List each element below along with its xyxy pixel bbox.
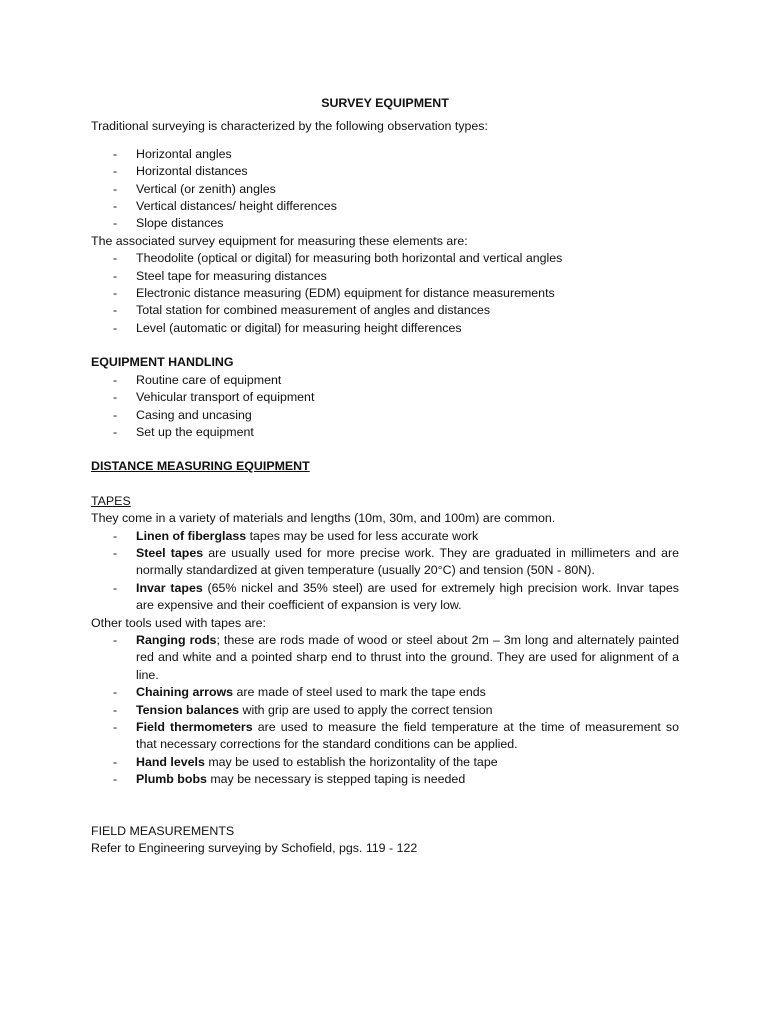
field-measurements-reference: Refer to Engineering surveying by Schofield, pgs. 119 - 122 [91, 841, 418, 856]
list-item: - Invar tapes (65% nickel and 35% steel) are used for extremely high precision work. Invar tapes are expensive and their coefficient of expansion is very low. [113, 580, 679, 613]
list-item: - Hand levels may be used to establish the horizontality of the tape [113, 754, 498, 769]
list-item: - Steel tapes are usually used for more precise work. They are graduated in millimeters and are normally standardized at given temperature (usually 20°C) and tension (50N - 80N). [113, 545, 679, 578]
list-item: - Horizontal distances [113, 164, 248, 179]
tapes-heading: TAPES [91, 493, 131, 508]
list-item: - Plumb bobs may be necessary is stepped taping is needed [113, 772, 466, 787]
list-item: - Horizontal angles [113, 146, 232, 161]
list-item: - Casing and uncasing [113, 407, 252, 422]
list-item: - Vehicular transport of equipment [113, 390, 315, 405]
list-item: - Linen of fiberglass tapes may be used for less accurate work [113, 528, 479, 543]
intro-paragraph: Traditional surveying is characterized by the following observation types: [91, 119, 488, 134]
document-page [91, 95, 679, 857]
list-item: - Set up the equipment [113, 424, 254, 439]
field-measurements-heading: FIELD MEASUREMENTS [91, 823, 235, 838]
spacer [91, 441, 679, 458]
list-item: - Level (automatic or digital) for measuring height differences [113, 320, 462, 335]
distance-measuring-heading: DISTANCE MEASURING EQUIPMENT [91, 459, 310, 474]
list-item: - Chaining arrows are made of steel used to mark the tape ends [113, 685, 486, 700]
equipment-handling-heading: EQUIPMENT HANDLING [91, 355, 234, 370]
tapes-list [91, 528, 679, 615]
tapes-intro: They come in a variety of materials and lengths (10m, 30m, and 100m) are common. [91, 511, 556, 526]
list-item: - Electronic distance measuring (EDM) equipment for distance measurements [113, 286, 555, 301]
list-item: - Vertical (or zenith) angles [113, 181, 276, 196]
list-item: - Tension balances with grip are used to apply the correct tension [113, 702, 493, 717]
equipment-intro: The associated survey equipment for measuring these elements are: [91, 233, 468, 248]
spacer [91, 337, 679, 354]
spacer [91, 476, 679, 493]
spacer [91, 789, 679, 823]
spacer [91, 136, 679, 146]
handling-list [91, 372, 679, 442]
equipment-list [91, 250, 679, 337]
list-item: - Ranging rods; these are rods made of wood or steel about 2m – 3m long and alternately painted red and white and a pointed sharp end to thrust into the ground. They are used for alignment of a line. [113, 632, 679, 682]
document-title: SURVEY EQUIPMENT [321, 96, 449, 110]
list-item: - Slope distances [113, 216, 224, 231]
list-item: - Theodolite (optical or digital) for measuring both horizontal and vertical angles [113, 251, 563, 266]
list-item: - Field thermometers are used to measure the field temperature at the time of measurement so that necessary corrections for the standard conditions can be applied. [113, 720, 679, 752]
list-item: - Routine care of equipment [113, 372, 282, 387]
list-item: - Steel tape for measuring distances [113, 268, 327, 283]
observation-types-list [91, 146, 679, 233]
list-item: - Vertical distances/ height differences [113, 199, 337, 214]
other-tools-intro: Other tools used with tapes are: [91, 615, 266, 630]
list-item: - Total station for combined measurement of angles and distances [113, 303, 491, 318]
tools-list [91, 632, 679, 789]
